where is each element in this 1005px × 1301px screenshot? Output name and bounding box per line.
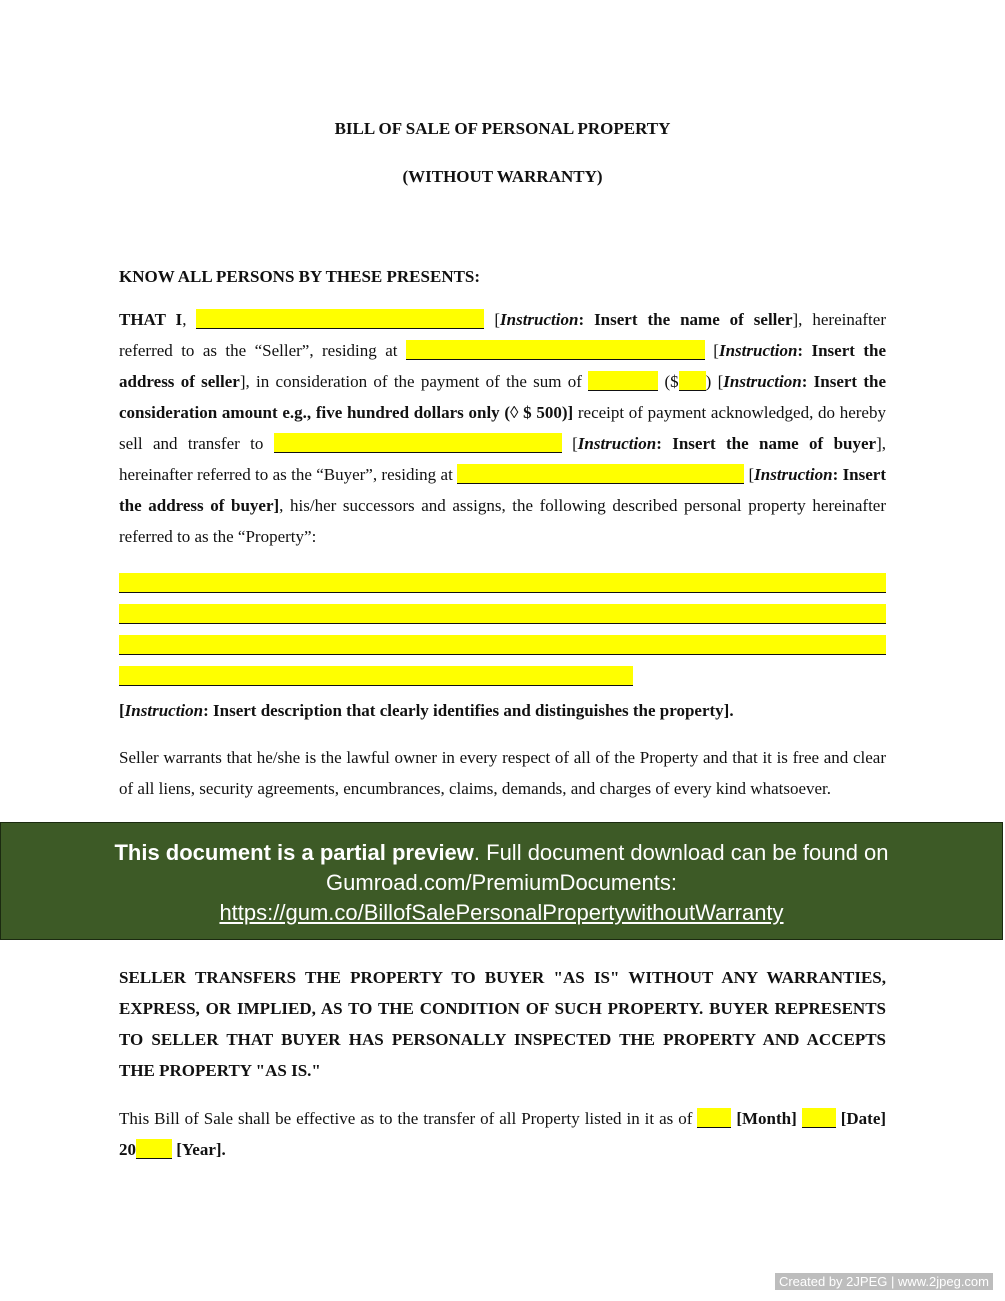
year-blank[interactable] [136,1139,172,1159]
instruction-label: Instruction [577,434,657,453]
month-label: [Month] [736,1109,797,1128]
property-description-line-1[interactable] [119,573,886,593]
instruction-seller-name: : Insert the name of seller [578,310,793,329]
document-subtitle: (WITHOUT WARRANTY) [402,167,603,186]
instruction-description: : Insert description that clearly identifies and distinguishes the property]. [203,701,734,720]
property-description-line-2[interactable] [119,604,886,624]
date-label: [Date] 20 [119,1109,887,1159]
preview-banner [0,822,1003,940]
instruction-buyer-name: : Insert the name of buyer [656,434,877,453]
banner-bold-text: This document is a partial preview [114,840,474,865]
text-tail: , his/her successors and assigns, the following described personal property hereinafter referred to as the “Property”: [119,496,886,546]
effective-text: This Bill of Sale shall be effective as to the transfer of all Property listed in it as of [119,1109,693,1128]
instruction-label: Instruction [754,465,833,484]
instruction-buyer-address: : Insert the address of buyer] [119,465,887,515]
banner-rest-text: . Full document download can be found on [473,840,889,865]
instruction-label: Instruction [500,310,579,329]
comma: , [182,310,187,329]
date-blank[interactable] [802,1108,836,1128]
property-description-line-4[interactable] [119,666,633,686]
main-paragraph: THAT I, [Instruction: Insert the name of seller], hereinafter referred to as the “Seller”, residing at [Instruction: Insert the address of seller], in consideration of the payment of the sum of ($ ) [Instruction: Insert the consideration amount e.g., five hundred dollars only (◊ $ 500)] receipt of payment acknowledged, do hereby sell and transfer to [Instruction: Insert the name of buyer], hereinafter referred to as the “Buyer”, residing at [Instruction: Insert the address of buyer], his/her successors and assigns, the following described personal property hereinafter referred to as the “Property”: [119,310,887,546]
paren-close: ) [705,372,712,391]
document-title: BILL OF SALE OF PERSONAL PROPERTY [334,119,671,138]
year-label: [Year]. [176,1140,226,1159]
warranty-paragraph: Seller warrants that he/she is the lawful owner in every respect of all of the Property and that it is free and clear of all liens, security agreements, encumbrances, claims, demands, and charges of every kind whatsoever. [119,748,886,798]
amount-words-blank[interactable] [588,371,658,391]
watermark-label: Created by 2JPEG | www.2jpeg.com [775,1273,993,1290]
seller-name-blank[interactable] [196,309,484,329]
instruction-label: Instruction [718,341,798,360]
effective-paragraph [119,1103,886,1165]
description-instruction: [Instruction: Insert description that clearly identifies and distinguishes the property]. [119,701,734,720]
instruction-amount: : Insert the consideration amount e.g., five hundred dollars only (◊ $ 500)] [119,372,887,422]
text-consideration: , in consideration of the payment of the sum of [245,372,582,391]
amount-number-blank[interactable] [679,371,706,391]
text-after-seller: , hereinafter referred to as the “Seller”, residing at [119,310,886,360]
banner-line-1 [1,838,1002,868]
as-is-paragraph: SELLER TRANSFERS THE PROPERTY TO BUYER "AS IS" WITHOUT ANY WARRANTIES, EXPRESS, OR IMPLIED, AS TO THE CONDITION OF SUCH PROPERTY. BUYER REPRESENTS TO SELLER THAT BUYER HAS PERSONALLY INSPECTED THE PROPERTY AND ACCEPTS THE PROPERTY "AS IS." [119,968,886,1080]
download-link[interactable]: https://gum.co/BillofSalePersonalPropertywithoutWarranty [219,900,784,925]
instruction-seller-address: : Insert the address of seller [119,341,886,391]
property-description-line-3[interactable] [119,635,886,655]
banner-line-2: Gumroad.com/PremiumDocuments: [326,870,677,895]
know-all-heading: KNOW ALL PERSONS BY THESE PRESENTS: [119,267,481,286]
instruction-label: Instruction [723,372,802,391]
text-after-buyer: , hereinafter referred to as the “Buyer”, residing at [119,434,886,484]
month-blank[interactable] [697,1108,731,1128]
buyer-name-blank[interactable] [274,433,562,453]
text-receipt: receipt of payment acknowledged, do hereby sell and transfer to [119,403,886,453]
that-i: THAT I [119,310,183,329]
buyer-address-blank[interactable] [457,464,744,484]
paren-open: ($ [664,372,679,391]
seller-address-blank[interactable] [406,340,705,360]
instruction-label: Instruction [124,701,204,720]
